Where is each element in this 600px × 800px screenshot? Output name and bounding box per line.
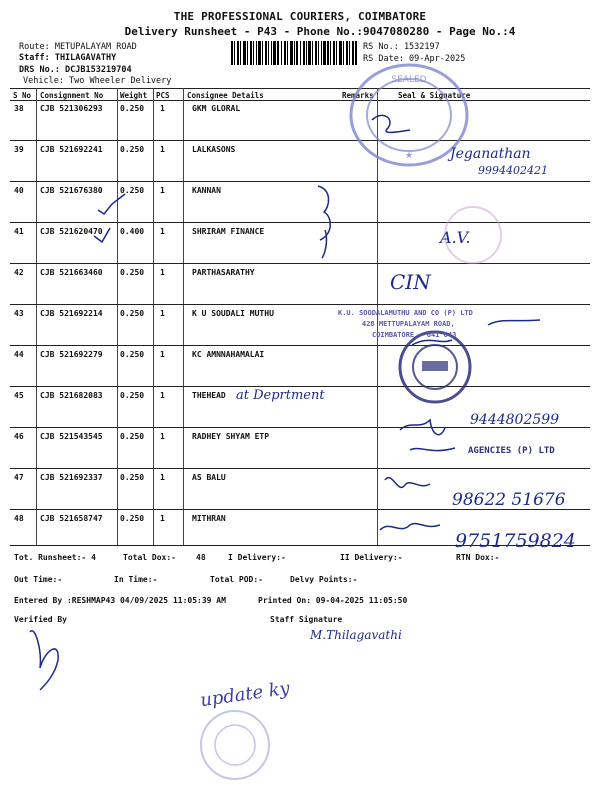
row-weight: 0.250 <box>120 309 145 318</box>
row-consignee: K U SOUDALI MUTHU <box>192 309 274 318</box>
row-consignment: CJB 521692241 <box>40 145 103 154</box>
rs-date: RS Date: 09-Apr-2025 <box>363 54 466 64</box>
row-pcs: 1 <box>160 432 165 441</box>
row-sno: 40 <box>14 186 24 195</box>
col-pcs: PCS <box>156 91 170 100</box>
row-consignment: CJB 521620470 <box>40 227 103 236</box>
row-sno: 46 <box>14 432 24 441</box>
row-weight: 0.250 <box>120 350 145 359</box>
row-consignee: KC AMNNAHAMALAI <box>192 350 265 359</box>
row-consignee: THEHEAD <box>192 391 226 400</box>
col-seal-signature: Seal & Signature <box>398 91 471 100</box>
row-consignment: CJB 521692214 <box>40 309 103 318</box>
row-pcs: 1 <box>160 350 165 359</box>
rtn-dox: RTN Dox:- <box>456 553 500 562</box>
row-pcs: 1 <box>160 268 165 277</box>
handwritten-note: CIN <box>390 270 431 294</box>
row-sno: 42 <box>14 268 24 277</box>
row-consignee: SHRIRAM FINANCE <box>192 227 265 236</box>
row-sno: 48 <box>14 514 24 523</box>
col-weight: Weight <box>120 91 148 100</box>
handwritten-signature: Jeganathan <box>450 146 531 162</box>
row-weight: 0.250 <box>120 145 145 154</box>
row-pcs: 1 <box>160 391 165 400</box>
row-sno: 44 <box>14 350 24 359</box>
delvy-points: Delvy Points:- <box>290 575 358 584</box>
col-consignment: Consignment No <box>40 91 104 100</box>
row-consignment: CJB 521692279 <box>40 350 103 359</box>
total-pod: Total POD:- <box>210 575 263 584</box>
row-consignee: AS BALU <box>192 473 226 482</box>
row-consignment: CJB 521692337 <box>40 473 103 482</box>
staff-label: Staff: THILAGAVATHY <box>19 53 117 63</box>
row-sno: 39 <box>14 145 24 154</box>
handwritten-phone: 98622 51676 <box>452 490 566 510</box>
row-sno: 41 <box>14 227 24 236</box>
col-sno: S No <box>13 91 32 100</box>
tot-runsheet: Tot. Runsheet:- 4 <box>14 553 96 562</box>
rs-number: RS No.: 1532197 <box>363 42 440 52</box>
row-consignee: GKM GLORAL <box>192 104 241 113</box>
row-consignee: KANNAN <box>192 186 221 195</box>
stamp-line: K.U. SOODALAMUTHU AND CO (P) LTD <box>338 309 473 317</box>
row-pcs: 1 <box>160 473 165 482</box>
i-delivery: I Delivery:- <box>228 553 286 562</box>
handwritten-update-note: update ky <box>198 677 292 712</box>
total-dox-value: 48 <box>196 553 206 562</box>
row-pcs: 1 <box>160 104 165 113</box>
row-pcs: 1 <box>160 514 165 523</box>
row-weight: 0.250 <box>120 432 145 441</box>
handwritten-staff-signature: M.Thilagavathi <box>310 628 402 642</box>
printed-on: Printed On: 09-04-2025 11:05:50 <box>258 596 408 605</box>
row-weight: 0.250 <box>120 104 145 113</box>
row-sno: 47 <box>14 473 24 482</box>
row-consignment: CJB 521306293 <box>40 104 103 113</box>
runsheet-title: Delivery Runsheet - P43 - Phone No.:9047080280 - Page No.:4 <box>124 25 516 38</box>
row-weight: 0.250 <box>120 268 145 277</box>
col-consignee: Consignee Details <box>187 91 264 100</box>
verified-by: Verified By <box>14 615 67 624</box>
row-consignment: CJB 521658747 <box>40 514 103 523</box>
row-consignment: CJB 521676380 <box>40 186 103 195</box>
row-pcs: 1 <box>160 145 165 154</box>
drs-number: DRS No.: DCJB153219704 <box>19 65 132 75</box>
staff-signature-label: Staff Signature <box>270 615 343 624</box>
handwritten-phone: 9751759824 <box>455 530 576 552</box>
row-pcs: 1 <box>160 227 165 236</box>
handwritten-remark: at Deprtment <box>236 388 325 403</box>
row-consignee: MITHRAN <box>192 514 226 523</box>
handwritten-signature: A.V. <box>440 228 471 247</box>
svg-text:★: ★ <box>404 151 414 161</box>
row-consignment: CJB 521543545 <box>40 432 103 441</box>
vehicle-label: Vehicle: Two Wheeler Delivery <box>23 76 172 86</box>
svg-text:SEALED: SEALED <box>391 75 427 85</box>
out-time: Out Time:- <box>14 575 63 584</box>
row-weight: 0.250 <box>120 473 145 482</box>
row-consignment: CJB 521663460 <box>40 268 103 277</box>
ii-delivery: II Delivery:- <box>340 553 403 562</box>
row-sno: 45 <box>14 391 24 400</box>
col-remarks: Remarks <box>342 91 374 100</box>
row-weight: 0.250 <box>120 391 145 400</box>
row-weight: 0.250 <box>120 186 145 195</box>
stamp-line: 428 METTUPALAYAM ROAD, <box>362 320 455 328</box>
row-pcs: 1 <box>160 186 165 195</box>
in-time: In Time:- <box>114 575 158 584</box>
total-dox-label: Total Dox:- <box>123 553 176 562</box>
row-consignee: RADHEY SHYAM ETP <box>192 432 270 441</box>
row-sno: 43 <box>14 309 24 318</box>
company-title: THE PROFESSIONAL COURIERS, COIMBATORE <box>173 10 427 23</box>
row-sno: 38 <box>14 104 24 113</box>
stamp-line: COIMBATORE - 641 043 <box>372 331 457 339</box>
row-consignee: LALKASONS <box>192 145 236 154</box>
row-weight: 0.400 <box>120 227 145 236</box>
route-label: Route: METUPALAYAM ROAD <box>19 42 137 52</box>
row-pcs: 1 <box>160 309 165 318</box>
row-consignee: PARTHASARATHY <box>192 268 255 277</box>
row-consignment: CJB 521682083 <box>40 391 103 400</box>
row-weight: 0.250 <box>120 514 145 523</box>
handwritten-phone: 9994402421 <box>478 164 548 177</box>
entered-by: Entered By :RESHMAP43 04/09/2025 11:05:39 AM <box>14 596 226 605</box>
handwritten-phone: 9444802599 <box>470 412 560 428</box>
stamp-agencies: AGENCIES (P) LTD <box>468 446 555 456</box>
